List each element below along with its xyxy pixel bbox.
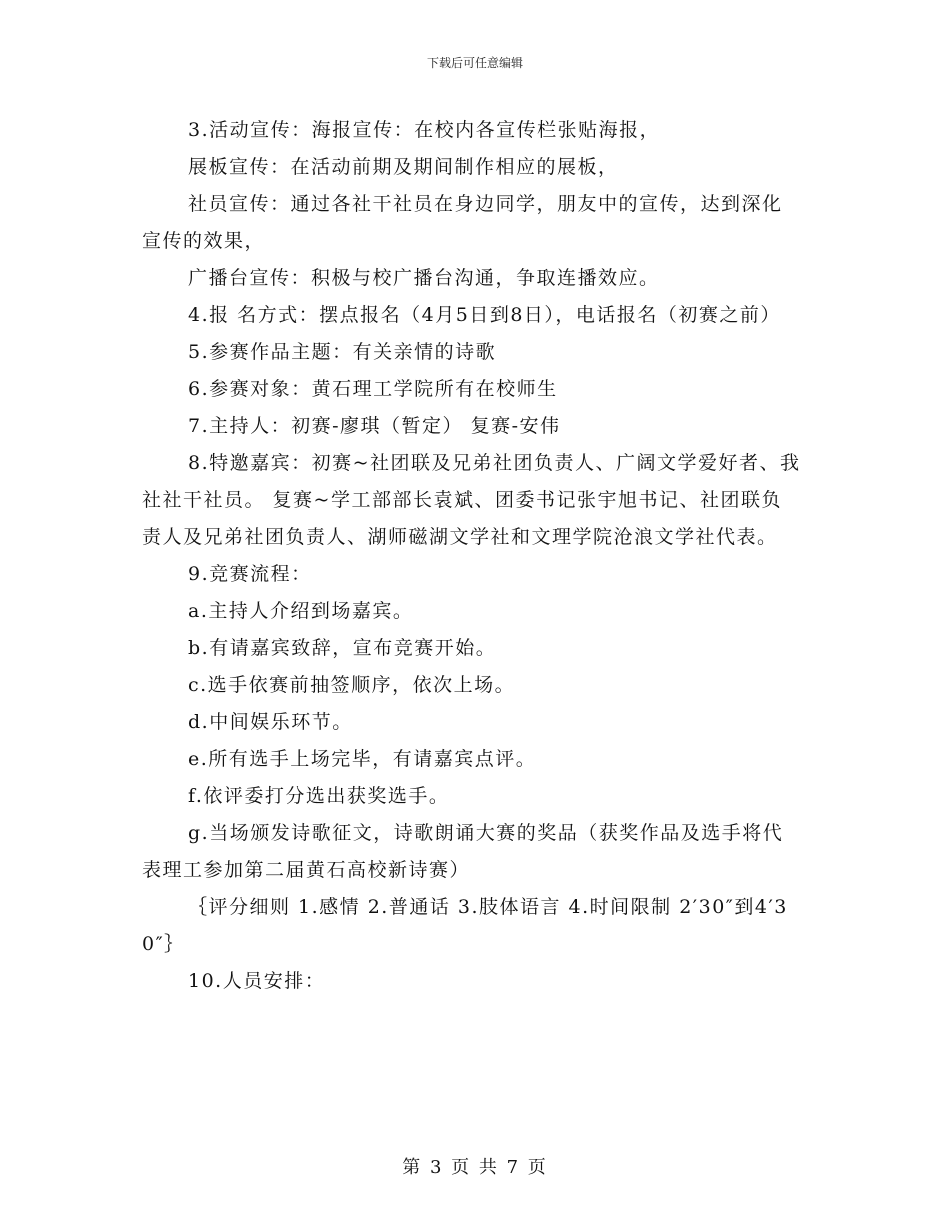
paragraph-theme: 5.参赛作品主题：有关亲情的诗歌 [188, 341, 497, 363]
paragraph-publicity: 3.活动宣传：海报宣传：在校内各宣传栏张贴海报， [188, 119, 661, 141]
process-step-g: g.当场颁发诗歌征文，诗歌朗诵大赛的奖品（获奖作品及选手将代表理工参加第二届黄石高校新诗赛） [142, 822, 784, 881]
paragraph-staffing-heading: 10.人员安排： [188, 970, 326, 992]
page-header: 下载后可任意编辑 [426, 56, 523, 70]
paragraph-process-heading: 9.竞赛流程： [188, 563, 312, 585]
paragraph-hosts: 7.主持人：初赛-廖琪（暂定） 复赛-安伟 [188, 415, 561, 437]
process-step-f: f.依评委打分选出获奖选手。 [188, 785, 450, 807]
process-step-d: d.中间娱乐环节。 [188, 711, 353, 733]
process-step-e: e.所有选手上场完毕，有请嘉宾点评。 [188, 748, 537, 770]
page-number-footer: 第 3 页 共 7 页 [402, 1157, 548, 1178]
paragraph-display-board: 展板宣传：在活动前期及期间制作相应的展板， [188, 156, 619, 178]
paragraph-registration: 4.报 名方式：摆点报名（4月5日到8日），电话报名（初赛之前） [188, 304, 781, 326]
paragraph-guests: 8.特邀嘉宾：初赛~社团联及兄弟社团负责人、广阔文学爱好者、我社社干社员。 复赛~学工部部长袁斌、团委书记张宇旭书记、社团联负责人及兄弟社团负责人、湖师磁湖文学社和文理学院沧浪文学社代表。 [142, 452, 801, 548]
process-step-c: c.选手依赛前抽签顺序，依次上场。 [188, 674, 516, 696]
process-step-a: a.主持人介绍到场嘉宾。 [188, 600, 414, 622]
paragraph-scoring-details: ｛评分细则 1.感情 2.普通话 3.肢体语言 4.时间限制 2′30″到4′30″｝ [142, 896, 788, 955]
paragraph-radio-publicity: 广播台宣传：积极与校广播台沟通，争取连播效应。 [188, 267, 660, 289]
process-step-b: b.有请嘉宾致辞，宣布竞赛开始。 [188, 637, 497, 659]
paragraph-member-publicity: 社员宣传：通过各社干社员在身边同学，朋友中的宣传，达到深化宣传的效果， [142, 193, 783, 252]
paragraph-participants: 6.参赛对象：黄石理工学院所有在校师生 [188, 378, 558, 400]
document-body [142, 112, 802, 1000]
